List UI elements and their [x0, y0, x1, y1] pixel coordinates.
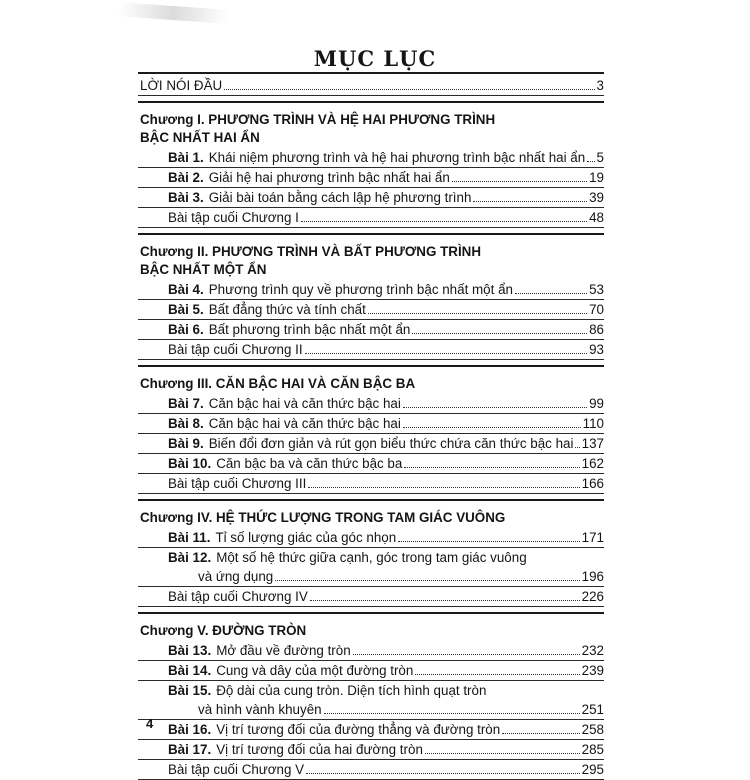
lesson-page: 99: [589, 396, 604, 411]
lesson-number: Bài 17.: [168, 742, 212, 757]
review-label: Bài tập cuối Chương V: [168, 762, 305, 777]
review-page: 93: [589, 342, 604, 357]
chapter-title: Chương IV. HỆ THỨC LƯỢNG TRONG TAM GIÁC VUÔNG: [140, 510, 506, 525]
lesson-number: Bài 9.: [168, 436, 204, 451]
preface-entry: [138, 76, 604, 96]
lesson-title: Căn bậc ba và căn thức bậc ba: [216, 456, 403, 471]
lesson-page: 258: [581, 722, 604, 737]
lesson-label: [138, 661, 413, 680]
chapter-review-entry: [138, 474, 604, 494]
lesson-entry: [138, 740, 604, 760]
lesson-entry: [138, 720, 604, 740]
chapter-section: [138, 101, 604, 228]
dot-leader: [403, 427, 581, 428]
lesson-label: [138, 528, 396, 547]
dot-leader: [305, 353, 587, 354]
page-number: 4: [146, 716, 154, 731]
chapter-review-entry: [138, 760, 604, 780]
lesson-label: [138, 720, 500, 739]
lesson-title: Căn bậc hai và căn thức bậc hai: [208, 416, 401, 431]
lesson-title: Phương trình quy về phương trình bậc nhất một ẩn: [208, 282, 513, 297]
chapter-section: [138, 612, 604, 780]
lesson-number: Bài 6.: [168, 322, 204, 337]
lesson-entry: [138, 188, 604, 208]
dot-leader: [324, 713, 580, 714]
lesson-label: [138, 414, 401, 433]
chapter-title: Chương I. PHƯƠNG TRÌNH VÀ HỆ HAI PHƯƠNG TRÌNH: [140, 112, 496, 127]
dot-leader: [452, 181, 587, 182]
lesson-entry: [138, 548, 604, 587]
lesson-page: 39: [589, 190, 604, 205]
lesson-entry: [138, 300, 604, 320]
lesson-entry: [138, 414, 604, 434]
chapter-section: [138, 365, 604, 494]
lesson-page: 232: [581, 643, 604, 658]
lesson-page: 196: [581, 569, 604, 584]
chapter-review-entry: [138, 587, 604, 607]
lesson-number: Bài 13.: [168, 643, 212, 658]
lesson-title: Độ dài của cung tròn. Diện tích hình quạt tròn: [216, 683, 487, 698]
lesson-title: Căn bậc hai và căn thức bậc hai: [208, 396, 401, 411]
chapter-title: Chương V. ĐƯỜNG TRÒN: [140, 623, 307, 638]
lesson-title: Vị trí tương đối của đường thẳng và đường tròn: [216, 722, 501, 737]
dot-leader: [515, 293, 587, 294]
review-page: 295: [581, 762, 604, 777]
lesson-page: 162: [581, 456, 604, 471]
lesson-number: Bài 2.: [168, 170, 204, 185]
page-title: MỤC LỤC: [313, 46, 437, 71]
lesson-label: [138, 394, 401, 413]
chapters-list: [138, 101, 604, 780]
dot-leader: [415, 674, 579, 675]
lesson-page: 110: [582, 416, 604, 431]
lesson-entry: [138, 394, 604, 414]
lesson-page: 53: [589, 282, 604, 297]
dot-leader: [306, 773, 580, 774]
table-of-contents: [138, 72, 604, 780]
lesson-entry: [138, 434, 604, 454]
lesson-entry: [138, 681, 604, 720]
lesson-title: Bất đẳng thức và tính chất: [208, 302, 366, 317]
lesson-page: 137: [581, 436, 604, 451]
lesson-number: Bài 7.: [168, 396, 204, 411]
lesson-label: [138, 434, 573, 453]
dot-leader: [502, 733, 579, 734]
preface-page: 3: [596, 78, 604, 93]
lesson-title: Vị trí tương đối của hai đường tròn: [216, 742, 423, 757]
lesson-label: [138, 280, 513, 299]
lesson-entry: [138, 168, 604, 188]
lesson-title: Khái niệm phương trình và hệ hai phương trình bậc nhất hai ẩn: [208, 150, 586, 165]
dot-leader: [368, 313, 587, 314]
lesson-entry: [138, 320, 604, 340]
lesson-number: Bài 15.: [168, 683, 212, 698]
lesson-page: 5: [596, 150, 604, 165]
dot-leader: [425, 753, 580, 754]
lesson-page: 239: [581, 663, 604, 678]
chapter-title-line2: BẬC NHẤT HAI ẨN: [140, 130, 260, 145]
lesson-page: 251: [581, 702, 604, 717]
chapter-section: [138, 233, 604, 360]
lesson-number: Bài 16.: [168, 722, 212, 737]
chapter-section: [138, 499, 604, 607]
lesson-title-cont: và ứng dụng: [198, 569, 274, 584]
lesson-title: Giải bài toán bằng cách lập hệ phương trình: [208, 190, 472, 205]
lesson-label: [138, 320, 410, 339]
lesson-entry: [138, 528, 604, 548]
dot-leader: [398, 541, 579, 542]
lesson-number: Bài 1.: [168, 150, 204, 165]
preface-label: LỜI NÓI ĐẦU: [140, 78, 223, 93]
lesson-label: [138, 148, 585, 167]
lesson-label: [138, 168, 450, 187]
lesson-label: [138, 454, 402, 473]
review-page: 48: [589, 210, 604, 225]
dot-leader: [310, 600, 580, 601]
lesson-entry: [138, 661, 604, 681]
lesson-title: Giải hệ hai phương trình bậc nhất hai ẩn: [208, 170, 450, 185]
dot-leader: [587, 161, 594, 162]
lesson-number: Bài 3.: [168, 190, 204, 205]
dot-leader: [404, 467, 579, 468]
lesson-title-cont: và hình vành khuyên: [198, 702, 322, 717]
lesson-title: Biến đổi đơn giản và rút gọn biểu thức chứa căn thức bậc hai: [208, 436, 574, 451]
lesson-title: Mở đầu về đường tròn: [216, 643, 351, 658]
review-label: Bài tập cuối Chương III: [168, 476, 307, 491]
preface-section: [138, 72, 604, 96]
scan-smudge: [118, 2, 229, 24]
dot-leader: [353, 654, 580, 655]
lesson-entry: [138, 454, 604, 474]
dot-leader: [473, 201, 587, 202]
lesson-label: [138, 300, 366, 319]
review-page: 166: [581, 476, 604, 491]
dot-leader: [575, 447, 579, 448]
lesson-title: Một số hệ thức giữa cạnh, góc trong tam giác vuông: [216, 550, 527, 565]
chapter-review-entry: [138, 340, 604, 360]
lesson-number: Bài 10.: [168, 456, 212, 471]
lesson-number: Bài 14.: [168, 663, 212, 678]
dot-leader: [275, 580, 579, 581]
lesson-page: 19: [589, 170, 604, 185]
dot-leader: [308, 487, 579, 488]
lesson-entry: [138, 148, 604, 168]
chapter-review-entry: [138, 208, 604, 228]
lesson-title: Tỉ số lượng giác của góc nhọn: [215, 530, 397, 545]
review-page: 226: [581, 589, 604, 604]
lesson-label: [138, 188, 471, 207]
lesson-title: Cung và dây của một đường tròn: [216, 663, 414, 678]
chapter-title: Chương II. PHƯƠNG TRÌNH VÀ BẤT PHƯƠNG TRÌNH: [140, 244, 482, 259]
lesson-number: Bài 4.: [168, 282, 204, 297]
lesson-page: 86: [589, 322, 604, 337]
lesson-number: Bài 11.: [168, 530, 211, 545]
lesson-page: 70: [589, 302, 604, 317]
lesson-page: 171: [581, 530, 604, 545]
lesson-entry: [138, 641, 604, 661]
lesson-number: Bài 12.: [168, 550, 212, 565]
dot-leader: [412, 333, 587, 334]
lesson-number: Bài 8.: [168, 416, 204, 431]
lesson-page: 285: [581, 742, 604, 757]
chapter-title: Chương III. CĂN BẬC HAI VÀ CĂN BẬC BA: [140, 376, 416, 391]
review-label: Bài tập cuối Chương IV: [168, 589, 308, 604]
review-label: Bài tập cuối Chương II: [168, 342, 303, 357]
dot-leader: [224, 89, 594, 90]
chapter-title-line2: BẬC NHẤT MỘT ẨN: [140, 262, 267, 277]
lesson-label: [138, 641, 351, 660]
lesson-number: Bài 5.: [168, 302, 204, 317]
lesson-entry: [138, 280, 604, 300]
dot-leader: [403, 407, 587, 408]
dot-leader: [301, 221, 587, 222]
review-label: Bài tập cuối Chương I: [168, 210, 299, 225]
lesson-title: Bất phương trình bậc nhất một ẩn: [208, 322, 411, 337]
